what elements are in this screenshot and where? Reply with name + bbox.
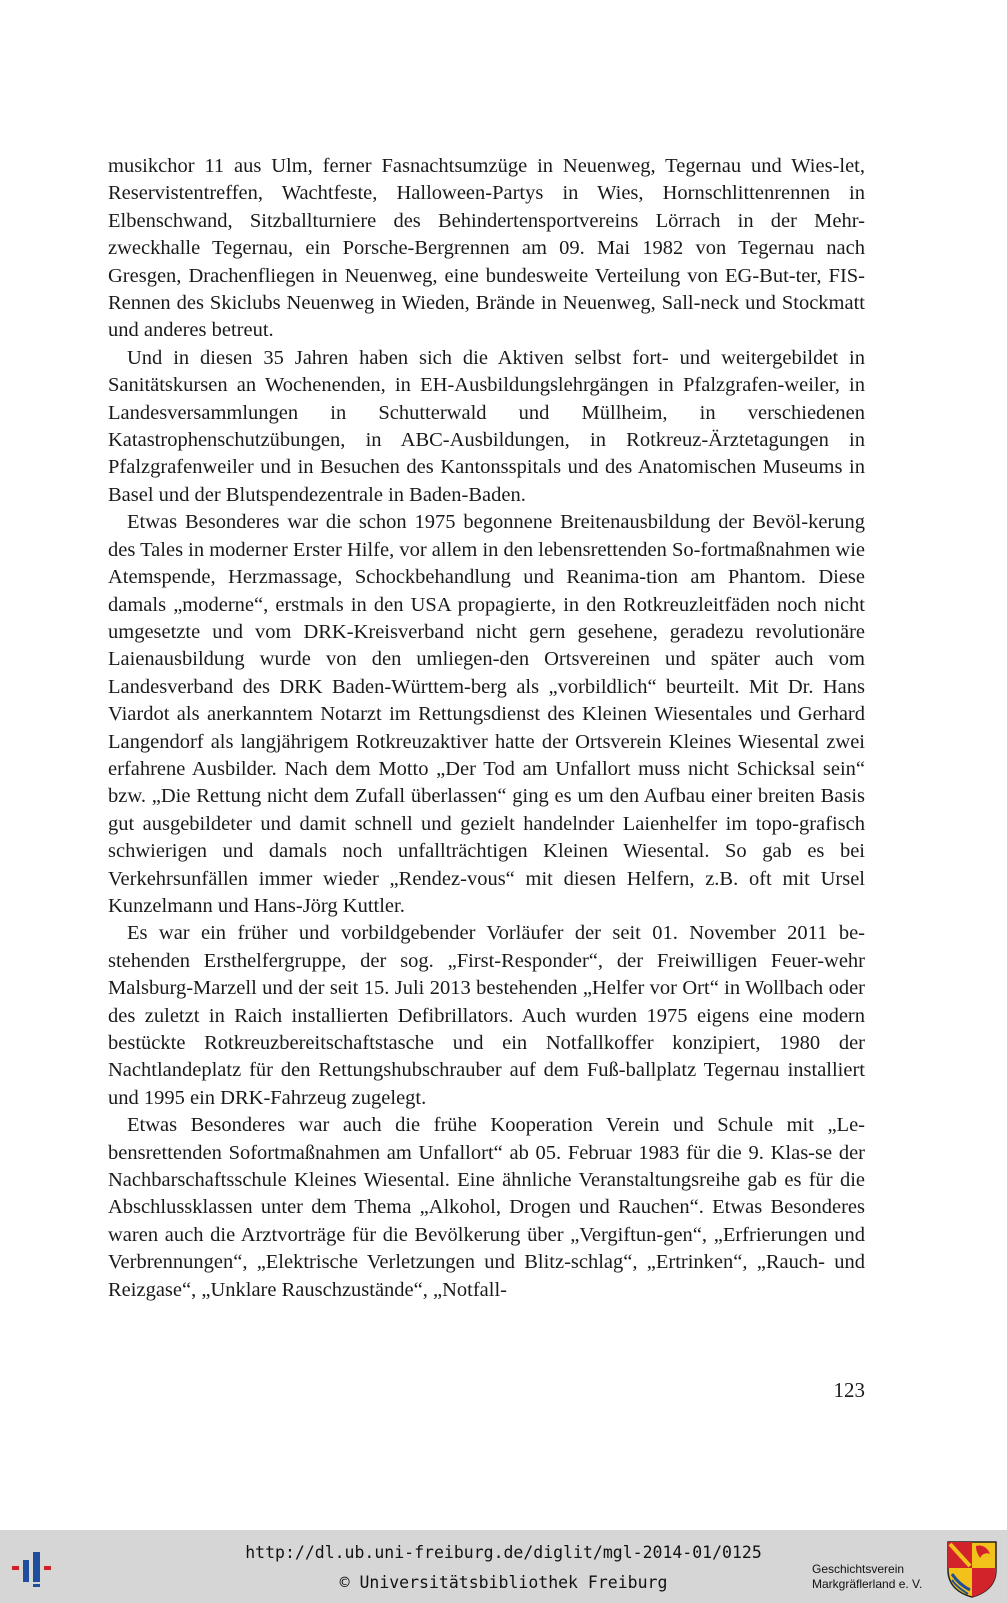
- copyright-text: © Universitätsbibliothek Freiburg: [339, 1573, 668, 1592]
- paragraph-5: Etwas Besonderes war auch die frühe Kooperation Verein und Schule mit „Le-bensrettenden Sofortmaßnahmen am Unfallort“ ab 05. Februar 1983 für die 9. Klas-se der Nachbarschaftsschule Kleines Wiesental. Eine ähnliche Veranstaltungsreihe gab es für die Abschlussklassen unter dem Thema „Alkohol, Drogen und Rauchen“. Etwas Besonderes waren auch die Arztvorträge für die Bevölkerung über „Vergiftun-gen“, „Erfrierungen und Verbrennungen“, „Elektrische Verletzungen und Blitz-schlag“, „Ertrinken“, „Rauch- und Reizgase“, „Unklare Rauschzustände“, „Notfall-: [108, 1114, 865, 1301]
- page-number: 123: [833, 1378, 865, 1402]
- paragraph-4: Es war ein früher und vorbildgebender Vorläufer der seit 01. November 2011 be-stehenden Ersthelfergruppe, der sog. „First-Responder“, der Freiwilligen Feuer-wehr Malsburg-Marzell und der seit 15. Juli 2013 bestehenden „Helfer vor Ort“ in Wollbach oder des zuletzt in Raich installierten Defibrillators. Auch wurden 1975 eigens eine modern bestückte Rotkreuzbereitschaftstasche und ein Notfallkoffer konzipiert, 1980 der Nachtlandeplatz für den Rettungshubschrauber auf dem Fuß-ballplatz Tegernau installiert und 1995 ein DRK-Fahrzeug zugelegt.: [108, 922, 865, 1109]
- permalink-url[interactable]: http://dl.ub.uni-freiburg.de/diglit/mgl-2014-01/0125: [245, 1543, 762, 1562]
- paragraph-2: Und in diesen 35 Jahren haben sich die Aktiven selbst fort- und weitergebildet in Sanitätskursen an Wochenenden, in EH-Ausbildungslehrgängen in Pfalzgrafen-weiler, in Landesversammlungen in Schutterwald und Müllheim, in verschiedenen Katastrophenschutzübungen, in ABC-Ausbildungen, in Rotkreuz-Ärztetagungen in Pfalzgrafenweiler und in Besuchen des Kantonsspitals und des Anatomischen Museums in Basel und der Blutspendezentrale in Baden-Baden.: [108, 346, 865, 506]
- ub-freiburg-logo-icon[interactable]: [10, 1548, 62, 1588]
- paragraph-3: Etwas Besonderes war die schon 1975 begonnene Breitenausbildung der Bevöl-kerung des Tales in moderner Erster Hilfe, vor allem in den lebensrettenden So-fortmaßnahmen wie Atemspende, Herzmassage, Schockbehandlung und Reanima-tion am Phantom. Diese damals „moderne“, erstmals in den USA propagierte, in den Rotkreuzleitfäden noch nicht umgesetzte und vom DRK-Kreisverband nicht gern gesehene, geradezu revolutionäre Laienausbildung wurde von den umliegen-den Ortsvereinen und später auch vom Landesverband des DRK Baden-Württem-berg als „vorbildlich“ beurteilt. Mit Dr. Hans Viardot als anerkanntem Notarzt im Rettungsdienst des Kleinen Wiesentales und Gerhard Langendorf als langjährigem Rotkreuzaktiver hatte der Ortsverein Kleines Wiesental zwei erfahrene Ausbilder. Nach dem Motto „Der Tod am Unfallort muss nicht Schicksal sein“ bzw. „Die Rettung nicht dem Zufall überlassen“ ging es um den Aufbau einer breiten Basis gut ausgebildeter und damit schnell und gezielt handelnder Laienhelfer im topo-grafisch schwierigen und damals noch unfallträchtigen Kleinen Wiesental. So gab es bei Verkehrsunfällen immer wieder „Rendez-vous“ mit diesen Helfern, z.B. oft mit Ursel Kunzelmann und Hans-Jörg Kuttler.: [108, 511, 866, 917]
- footer-bar: [0, 1530, 1007, 1603]
- society-name: [812, 1562, 942, 1592]
- body-text: [108, 153, 865, 1304]
- paragraph-1: musikchor 11 aus Ulm, ferner Fasnachtsumzüge in Neuenweg, Tegernau und Wies-let, Reservistentreffen, Wachtfeste, Halloween-Partys in Wies, Hornschlittenrennen in Elbenschwand, Sitzballturniere des Behindertensportvereins Lörrach in der Mehr-zweckhalle Tegernau, ein Porsche-Bergrennen am 09. Mai 1982 von Tegernau nach Gresgen, Drachenfliegen in Neuenweg, eine bundesweite Verteilung von EG-But-ter, FIS-Rennen des Skiclubs Neuenweg in Wieden, Brände in Neuenweg, Sall-neck und Stockmatt und anderes betreut.: [108, 155, 865, 342]
- society-name-line2: Markgräflerland e. V.: [812, 1577, 923, 1591]
- society-name-line1: Geschichtsverein: [812, 1562, 905, 1576]
- coat-of-arms-icon: [946, 1540, 998, 1598]
